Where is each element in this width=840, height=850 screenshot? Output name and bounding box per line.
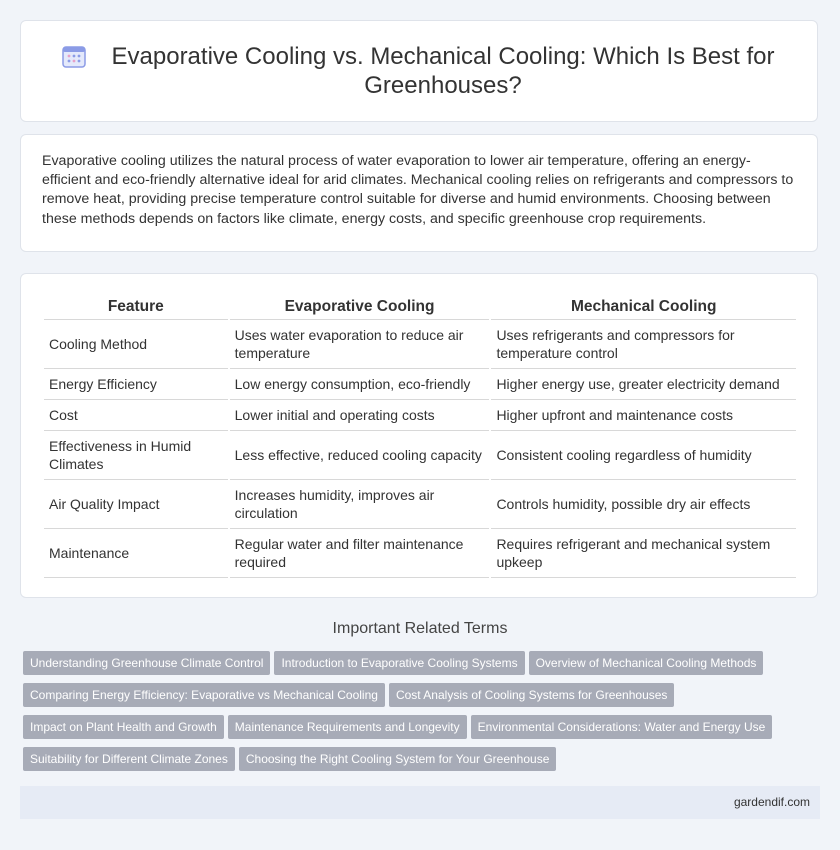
table-cell-evaporative: Uses water evaporation to reduce air temperature	[230, 320, 490, 369]
intro-card	[20, 134, 818, 252]
table-cell-feature: Energy Efficiency	[44, 369, 228, 400]
comparison-card	[20, 273, 818, 598]
table-header-row	[44, 296, 796, 320]
table-cell-mechanical: Higher energy use, greater electricity demand	[491, 369, 796, 400]
table-cell-evaporative: Regular water and filter maintenance required	[230, 529, 490, 578]
table-cell-mechanical: Higher upfront and maintenance costs	[491, 400, 796, 431]
related-term-tag[interactable]: Impact on Plant Health and Growth	[23, 715, 224, 739]
table-cell-feature: Cooling Method	[44, 320, 228, 369]
table-cell-evaporative: Low energy consumption, eco-friendly	[230, 369, 490, 400]
related-term-tag[interactable]: Understanding Greenhouse Climate Control	[23, 651, 270, 675]
table-cell-feature: Effectiveness in Humid Climates	[44, 431, 228, 480]
column-header-feature: Feature	[44, 296, 228, 320]
intro-text: Evaporative cooling utilizes the natural process of water evaporation to lower air temperature, offering an energy-efficient and eco-friendly alternative ideal for arid climates. Mechanical cooling relies on refrigerants and compressors to remove heat, providing precise temperature control suitable for diverse and humid environments. Choosing between these methods depends on factors like climate, energy costs, and specific greenhouse crop requirements.	[42, 153, 794, 227]
table-cell-evaporative: Lower initial and operating costs	[230, 400, 490, 431]
header-card	[20, 20, 818, 122]
related-terms-title: Important Related Terms	[332, 620, 508, 637]
related-term-tag[interactable]: Maintenance Requirements and Longevity	[228, 715, 467, 739]
table-row	[44, 480, 796, 529]
column-header-mechanical: Mechanical Cooling	[491, 296, 796, 320]
related-term-tag[interactable]: Suitability for Different Climate Zones	[23, 747, 235, 771]
table-cell-mechanical: Controls humidity, possible dry air effects	[491, 480, 796, 529]
table-cell-evaporative: Increases humidity, improves air circulation	[230, 480, 490, 529]
table-cell-feature: Maintenance	[44, 529, 228, 578]
comparison-table	[42, 296, 798, 578]
table-row	[44, 320, 796, 369]
related-term-tag[interactable]: Environmental Considerations: Water and Energy Use	[471, 715, 773, 739]
footer-site-link[interactable]: gardendif.com	[733, 795, 810, 809]
table-row	[44, 400, 796, 431]
related-term-tag[interactable]: Choosing the Right Cooling System for Your Greenhouse	[239, 747, 557, 771]
page-title: Evaporative Cooling vs. Mechanical Cooling: Which Is Best for Greenhouses?	[111, 43, 775, 99]
table-cell-feature: Air Quality Impact	[44, 480, 228, 529]
table-cell-mechanical: Consistent cooling regardless of humidity	[491, 431, 796, 480]
table-row	[44, 529, 796, 578]
table-row	[44, 431, 796, 480]
related-term-tag[interactable]: Overview of Mechanical Cooling Methods	[529, 651, 764, 675]
related-term-tag[interactable]: Comparing Energy Efficiency: Evaporative vs Mechanical Cooling	[23, 683, 385, 707]
related-term-tag[interactable]: Cost Analysis of Cooling Systems for Greenhouses	[389, 683, 674, 707]
footer	[20, 786, 820, 819]
table-cell-mechanical: Requires refrigerant and mechanical system upkeep	[491, 529, 796, 578]
related-term-tag[interactable]: Introduction to Evaporative Cooling Systems	[274, 651, 524, 675]
table-cell-feature: Cost	[44, 400, 228, 431]
table-cell-mechanical: Uses refrigerants and compressors for temperature control	[491, 320, 796, 369]
column-header-evaporative: Evaporative Cooling	[230, 296, 490, 320]
table-row	[44, 369, 796, 400]
table-cell-evaporative: Less effective, reduced cooling capacity	[230, 431, 490, 480]
related-terms-list	[23, 651, 813, 779]
calendar-icon	[61, 43, 87, 69]
